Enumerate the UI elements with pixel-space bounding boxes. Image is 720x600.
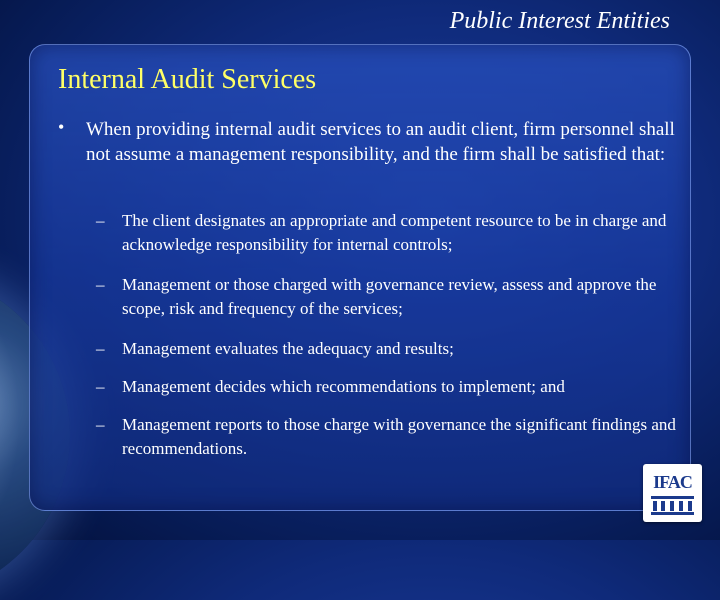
dash-icon: – xyxy=(96,339,105,358)
sub-bullet-text: The client designates an appropriate and competent resource to be in charge and acknowledge responsibility for internal controls; xyxy=(122,211,667,254)
sub-bullet-text: Management decides which recommendations to implement; and xyxy=(122,377,565,396)
sub-bullet-item xyxy=(96,273,686,321)
main-bullet-text: When providing internal audit services to an audit client, firm personnel shall not assume a management responsibility, and the firm shall be satisfied that: xyxy=(86,119,675,165)
header-title: Public Interest Entities xyxy=(449,8,670,34)
sub-bullet-item xyxy=(96,375,686,399)
sub-bullet-item xyxy=(96,337,686,361)
dash-icon: – xyxy=(96,275,105,294)
sub-bullet-text: Management or those charged with governance review, assess and approve the scope, risk and frequency of the services; xyxy=(122,275,657,318)
sub-bullet-item xyxy=(96,209,686,257)
sub-bullet-text: Management evaluates the adequacy and results; xyxy=(122,339,454,358)
dash-icon: – xyxy=(96,377,105,396)
ifac-logo xyxy=(643,464,702,522)
dash-icon: – xyxy=(96,415,105,434)
dash-icon: – xyxy=(96,211,105,230)
sub-bullet-item xyxy=(96,413,686,461)
ifac-logo-icon xyxy=(649,494,696,516)
sub-bullet-text: Management reports to those charge with governance the significant findings and recommendations. xyxy=(122,415,676,458)
earth-glow xyxy=(0,300,20,540)
sub-bullet-list xyxy=(96,209,686,477)
bullet-dot-icon: • xyxy=(58,117,65,137)
ifac-logo-text: IFAC xyxy=(653,472,692,492)
slide-title: Internal Audit Services xyxy=(58,64,317,95)
